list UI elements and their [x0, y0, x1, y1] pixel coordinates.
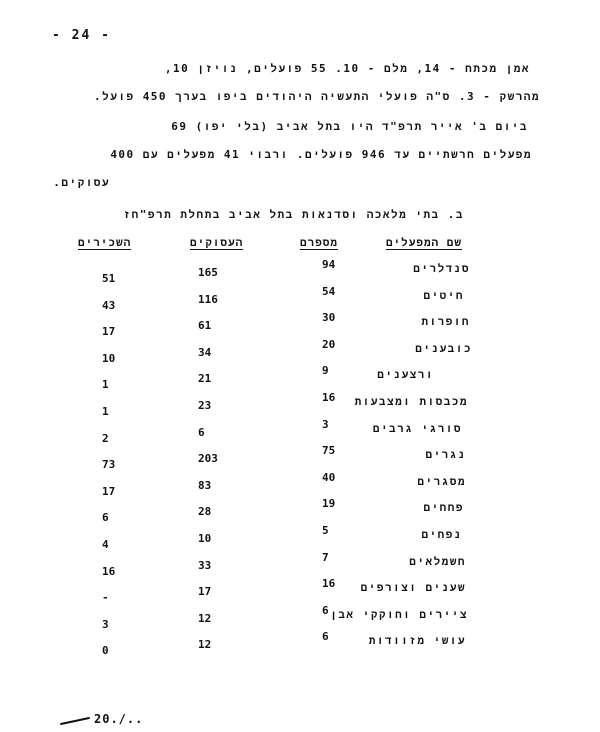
table-row-establishments: 7	[322, 551, 329, 564]
table-row-establishments: 3	[322, 418, 329, 431]
intro-line-5: עסוקים.	[53, 176, 110, 189]
table-row-employees: 0	[102, 644, 109, 657]
table-row-employees: 51	[102, 272, 116, 285]
table-row-workers: 6	[198, 426, 205, 439]
table-row-establishments: 40	[322, 471, 336, 484]
table-row-name: ציירים וחוקקי אבן	[330, 608, 468, 621]
table-row-name: נפחים	[421, 528, 462, 541]
table-row-name: חשמלאים	[409, 555, 466, 568]
table-row-workers: 10	[198, 532, 212, 545]
table-row-name: עושי מזוודות	[368, 634, 466, 647]
table-row-name: מכבסות ומצבעות	[354, 395, 468, 408]
table-row-workers: 34	[198, 346, 212, 359]
table-row-establishments: 54	[322, 285, 336, 298]
table-row-establishments: 16	[322, 391, 336, 404]
table-row-establishments: 6	[322, 604, 329, 617]
table-row-employees: 4	[102, 538, 109, 551]
table-row-name: מסגרים	[417, 475, 466, 488]
table-row-name: סנדלרים	[413, 262, 470, 275]
table-row-workers: 12	[198, 612, 212, 625]
table-row-establishments: 75	[322, 444, 336, 457]
table-row-employees: 6	[102, 511, 109, 524]
table-row-workers: 61	[198, 319, 212, 332]
table-row-workers: 203	[198, 452, 218, 465]
column-header-employees: השכירים	[78, 236, 132, 249]
table-row-workers: 21	[198, 372, 212, 385]
table-row-workers: 83	[198, 479, 212, 492]
footer-note: 20./..	[94, 712, 144, 726]
table-row-name: שענים וצורפים	[360, 581, 466, 594]
table-row-employees: 1	[102, 378, 109, 391]
table-row-name: ורצענים	[377, 368, 434, 381]
table-row-name: חיטים	[423, 289, 464, 302]
table-row-establishments: 94	[322, 258, 336, 271]
section-heading: ב. בתי מלאכה וסדנאות בתל אביב בתחלת תרפ"חז	[123, 208, 464, 221]
table-row-establishments: 16	[322, 577, 336, 590]
table-row-workers: 12	[198, 638, 212, 651]
column-header-workers: העסוקים	[190, 236, 244, 249]
table-row-employees: -	[102, 591, 109, 604]
table-row-establishments: 19	[322, 497, 336, 510]
table-row-workers: 165	[198, 266, 218, 279]
table-row-establishments: 5	[322, 524, 329, 537]
table-row-name: סורגי גרבים	[372, 422, 462, 435]
table-row-workers: 23	[198, 399, 212, 412]
table-row-name: נגרים	[425, 448, 466, 461]
table-row-employees: 17	[102, 485, 116, 498]
table-row-employees: 1	[102, 405, 109, 418]
table-row-employees: 3	[102, 618, 109, 631]
table-row-workers: 33	[198, 559, 212, 572]
intro-line-1: אמן מכתח - 14, מלם - 10. 55 פועלים, נויזן 10,	[164, 62, 530, 75]
table-row-name: כובענים	[415, 342, 472, 355]
column-header-name: שם המפעלים	[385, 236, 462, 249]
table-row-employees: 10	[102, 352, 116, 365]
table-row-name: פחחים	[423, 501, 464, 514]
table-row-establishments: 30	[322, 311, 336, 324]
table-row-establishments: 9	[322, 364, 329, 377]
page-number: - 24 -	[52, 28, 111, 43]
table-row-employees: 73	[102, 458, 116, 471]
intro-line-3: ביום ב' אייר תרפ"ד היו בתל אביב (בלי יפו) 69	[171, 120, 528, 133]
table-row-employees: 16	[102, 565, 116, 578]
table-row-establishments: 20	[322, 338, 336, 351]
intro-line-4: מפעלים חרשתיים עד 946 פועלים. ורבוי 41 מפעלים עם 400	[110, 148, 532, 161]
table-row-establishments: 6	[322, 630, 329, 643]
table-row-employees: 43	[102, 299, 116, 312]
table-row-employees: 2	[102, 432, 109, 445]
table-row-name: חופרות	[421, 315, 470, 328]
table-row-workers: 17	[198, 585, 212, 598]
table-row-workers: 116	[198, 293, 218, 306]
table-row-workers: 28	[198, 505, 212, 518]
intro-line-2: מהרשק - 3. ס"ה פועלי התעשיה היהודים ביפו בערך 450 פועל.	[94, 90, 540, 103]
table-row-employees: 17	[102, 325, 116, 338]
column-header-establishments: מספרם	[300, 236, 339, 249]
